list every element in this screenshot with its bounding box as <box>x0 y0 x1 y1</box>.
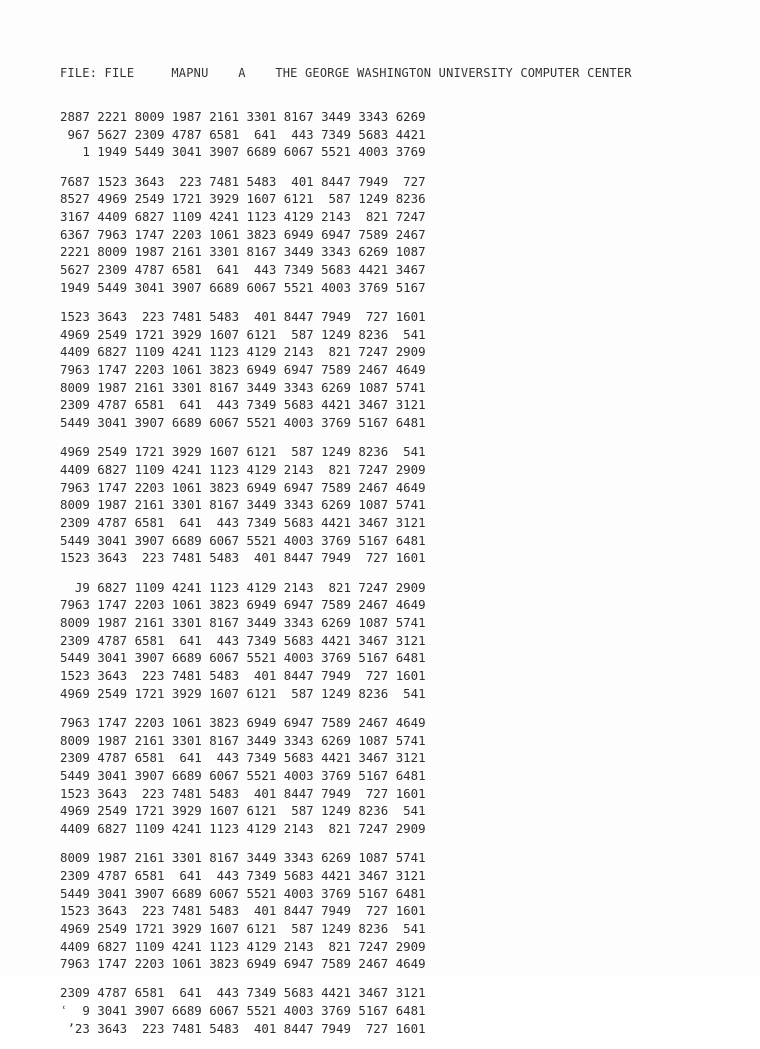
number-row: 5449 3041 3907 6689 6067 5521 4003 3769 5167 6481 <box>60 532 426 548</box>
number-block <box>60 579 426 703</box>
number-row: 8009 1987 2161 3301 8167 3449 3343 6269 1087 5741 <box>60 497 426 513</box>
number-row: 1949 5449 3041 3907 6689 6067 5521 4003 3769 5167 <box>60 279 426 295</box>
number-row: 5449 3041 3907 6689 6067 5521 4003 3769 5167 6481 <box>60 650 426 666</box>
number-row: 2309 4787 6581 641 443 7349 5683 4421 3467 3121 <box>60 397 426 413</box>
number-row: 7963 1747 2203 1061 3823 6949 6947 7589 2467 4649 <box>60 714 426 730</box>
number-row: 7687 1523 3643 223 7481 5483 401 8447 7949 727 <box>60 173 426 189</box>
number-row: 2887 2221 8009 1987 2161 3301 8167 3449 3343 6269 <box>60 109 426 124</box>
number-block <box>60 443 426 567</box>
number-row: 5449 3041 3907 6689 6067 5521 4003 3769 5167 6481 <box>60 415 426 430</box>
number-row: 2309 4787 6581 641 443 7349 5683 4421 3467 3121 <box>60 632 426 648</box>
number-row: 4969 2549 1721 3929 1607 6121 587 1249 8236 541 <box>60 803 426 819</box>
number-row: 7963 1747 2203 1061 3823 6949 6947 7589 2467 4649 <box>60 479 426 495</box>
number-block <box>60 714 426 838</box>
number-row: 2221 8009 1987 2161 3301 8167 3449 3343 6269 1087 <box>60 244 426 260</box>
number-row: 4969 2549 1721 3929 1607 6121 587 1249 8236 541 <box>60 444 426 460</box>
number-row: 8009 1987 2161 3301 8167 3449 3343 6269 1087 5741 <box>60 614 426 630</box>
number-block <box>60 308 426 432</box>
number-row: 2309 4787 6581 641 443 7349 5683 4421 3467 3121 <box>60 750 426 766</box>
number-row: 2309 4787 6581 641 443 7349 5683 4421 3467 3121 <box>60 514 426 530</box>
number-row: 1523 3643 223 7481 5483 401 8447 7949 727 1601 <box>60 903 426 919</box>
number-row: 7963 1747 2203 1061 3823 6949 6947 7589 2467 4649 <box>60 361 426 377</box>
number-row: 7963 1747 2203 1061 3823 6949 6947 7589 2467 4649 <box>60 597 426 613</box>
number-row: 6367 7963 1747 2203 1061 3823 6949 6947 7589 2467 <box>60 226 426 242</box>
number-row: 3167 4409 6827 1109 4241 1123 4129 2143 821 7247 <box>60 208 426 224</box>
file-header: FILE: FILE MAPNU A THE GEORGE WASHINGTON UNIVERSITY COMPUTER CENTER <box>60 66 632 80</box>
number-row: 4409 6827 1109 4241 1123 4129 2143 821 7247 2909 <box>60 344 426 360</box>
number-row: ʼ23 3643 223 7481 5483 401 8447 7949 727 1601 <box>60 1020 426 1036</box>
number-row: ʿ 9 3041 3907 6689 6067 5521 4003 3769 5167 6481 <box>60 1003 426 1019</box>
number-row: 7963 1747 2203 1061 3823 6949 6947 7589 2467 4649 <box>60 956 426 972</box>
number-row: 4409 6827 1109 4241 1123 4129 2143 821 7247 2909 <box>60 461 426 477</box>
number-row: 4969 2549 1721 3929 1607 6121 587 1249 8236 541 <box>60 685 426 701</box>
number-row: 1523 3643 223 7481 5483 401 8447 7949 727 1601 <box>60 785 426 801</box>
number-table <box>60 108 426 1049</box>
number-row: 4409 6827 1109 4241 1123 4129 2143 821 7247 2909 <box>60 820 426 836</box>
number-row: 967 5627 2309 4787 6581 641 443 7349 5683 4421 <box>60 126 426 142</box>
number-row: 8009 1987 2161 3301 8167 3449 3343 6269 1087 5741 <box>60 732 426 748</box>
number-row: 4969 2549 1721 3929 1607 6121 587 1249 8236 541 <box>60 326 426 342</box>
number-row: 1523 3643 223 7481 5483 401 8447 7949 727 1601 <box>60 550 426 566</box>
number-row: 2309 4787 6581 641 443 7349 5683 4421 3467 3121 <box>60 985 426 1001</box>
number-block <box>60 108 426 161</box>
number-block <box>60 849 426 973</box>
number-row: 5627 2309 4787 6581 641 443 7349 5683 4421 3467 <box>60 262 426 277</box>
number-row: 8009 1987 2161 3301 8167 3449 3343 6269 1087 5741 <box>60 850 426 866</box>
number-row: 1523 3643 223 7481 5483 401 8447 7949 727 1601 <box>60 667 426 683</box>
number-row: 1523 3643 223 7481 5483 401 8447 7949 727 1601 <box>60 308 426 324</box>
number-row: 2309 4787 6581 641 443 7349 5683 4421 3467 3121 <box>60 867 426 883</box>
number-block <box>60 173 426 297</box>
number-row: 5449 3041 3907 6689 6067 5521 4003 3769 5167 6481 <box>60 767 426 783</box>
number-row: 8527 4969 2549 1721 3929 1607 6121 587 1249 8236 <box>60 191 426 207</box>
number-row: 8009 1987 2161 3301 8167 3449 3343 6269 1087 5741 <box>60 379 426 395</box>
number-row: 1 1949 5449 3041 3907 6689 6067 5521 4003 3769 <box>60 144 426 160</box>
number-block <box>60 984 426 1037</box>
number-row: 4409 6827 1109 4241 1123 4129 2143 821 7247 2909 <box>60 938 426 954</box>
number-row: 5449 3041 3907 6689 6067 5521 4003 3769 5167 6481 <box>60 885 426 901</box>
number-row: 4969 2549 1721 3929 1607 6121 587 1249 8236 541 <box>60 920 426 936</box>
number-row: J9 6827 1109 4241 1123 4129 2143 821 7247 2909 <box>60 579 426 595</box>
